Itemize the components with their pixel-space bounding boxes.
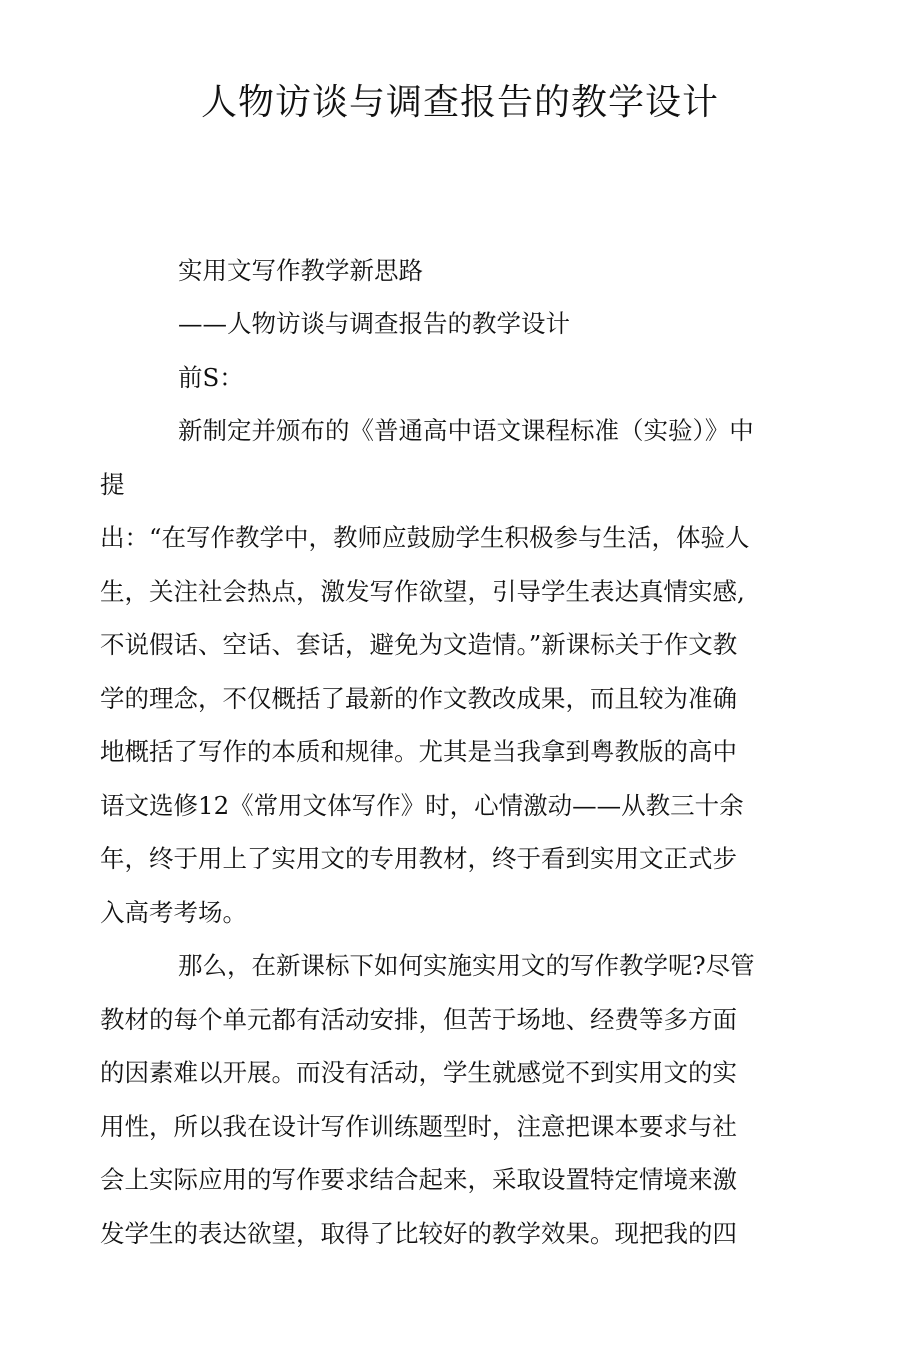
paragraph-line: 不说假话、空话、套话，避免为文造情。”新课标关于作文教 xyxy=(100,630,738,659)
paragraph-line: 生，关注社会热点，激发写作欲望，引导学生表达真情实感, xyxy=(100,577,745,606)
paragraph-line: 新制定并颁布的《普通高中语文课程标准（实验）》中 xyxy=(178,416,754,445)
paragraph-line: 入高考考场。 xyxy=(100,898,247,927)
subtitle-line-2: ——人物访谈与调查报告的教学设计 xyxy=(178,309,570,338)
paragraph-line: 年，终于用上了实用文的专用教材，终于看到实用文正式步 xyxy=(100,844,737,873)
paragraph-line: 提 xyxy=(100,470,125,499)
paragraph-line: 教材的每个单元都有活动安排，但苦于场地、经费等多方面 xyxy=(100,1005,737,1034)
paragraph-line: 用性，所以我在设计写作训练题型时，注意把课本要求与社 xyxy=(100,1112,737,1141)
paragraph-line: 学的理念，不仅概括了最新的作文教改成果，而且较为准确 xyxy=(100,684,737,713)
paragraph-line: 语文选修12《常用文体写作》时，心情激动——从教三十余 xyxy=(100,791,744,820)
paragraph-line: 地概括了写作的本质和规律。尤其是当我拿到粤教版的高中 xyxy=(100,737,737,766)
document-title: 人物访谈与调查报告的教学设计 xyxy=(200,82,719,123)
paragraph-line: 的因素难以开展。而没有活动，学生就感觉不到实用文的实 xyxy=(100,1058,737,1087)
paragraph-line: 发学生的表达欲望，取得了比较好的教学效果。现把我的四 xyxy=(100,1219,737,1248)
paragraph-line: 会上实际应用的写作要求结合起来，采取设置特定情境来激 xyxy=(100,1165,737,1194)
paragraph-line: 出：“在写作教学中，教师应鼓励学生积极参与生活，体验人 xyxy=(100,523,750,552)
paragraph-line: 那么，在新课标下如何实施实用文的写作教学呢?尽管 xyxy=(178,951,755,980)
preface-label: 前S： xyxy=(178,363,244,392)
subtitle-line-1: 实用文写作教学新思路 xyxy=(178,256,423,285)
